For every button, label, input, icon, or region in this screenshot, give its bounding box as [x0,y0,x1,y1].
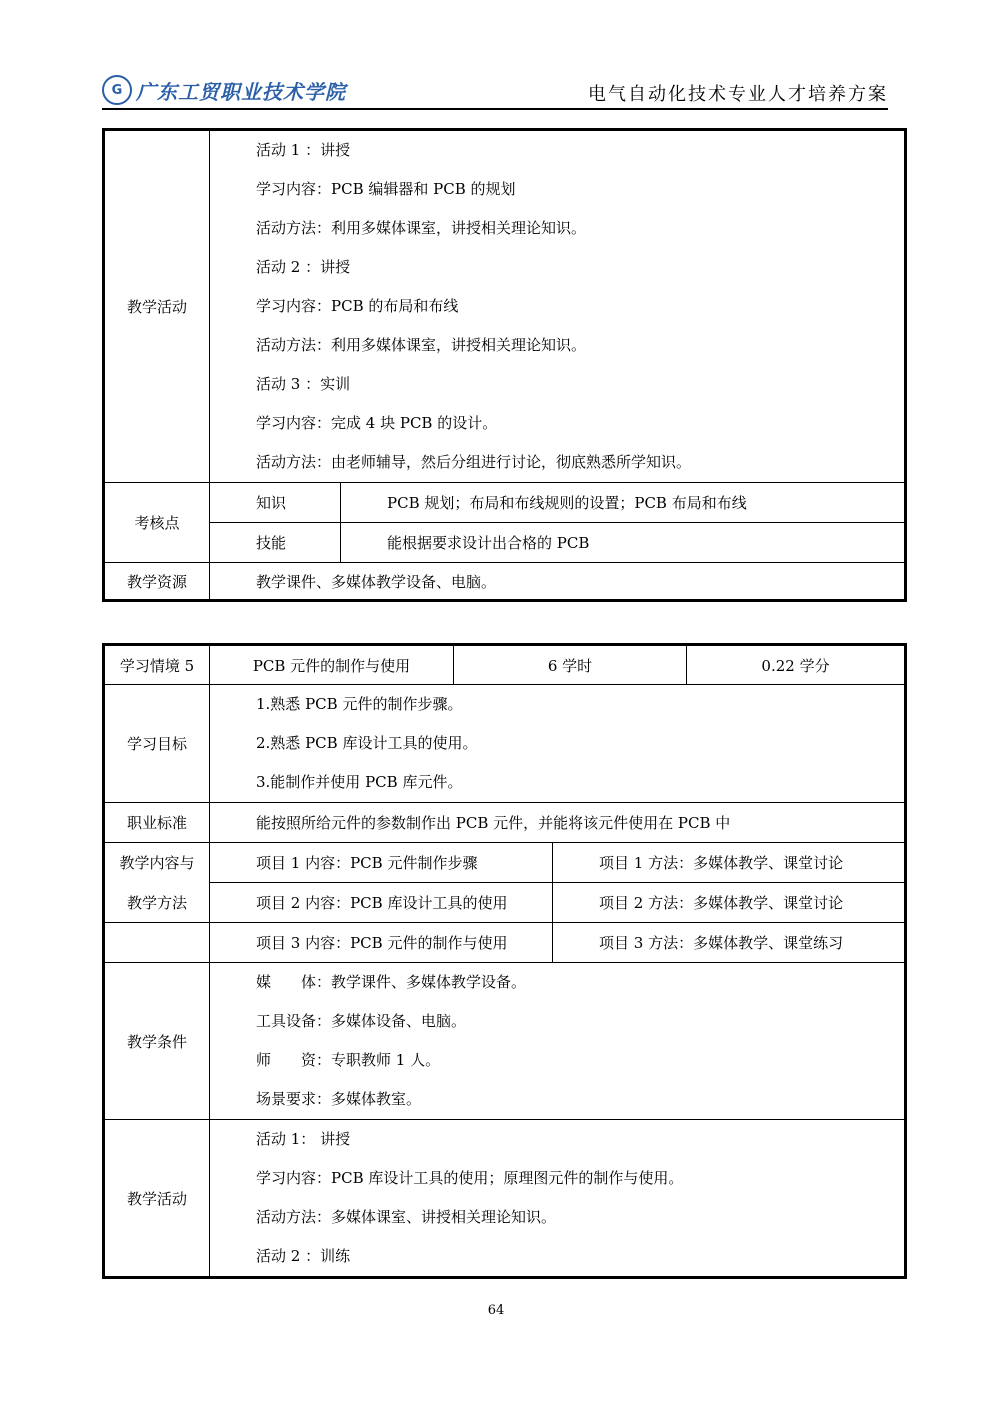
item-content: 项目 1 内容：PCB 元件制作步骤 [210,843,553,883]
list-item: 活动方法：利用多媒体课室，讲授相关理论知识。 [256,336,587,354]
table-row [104,645,906,685]
list-item: 师 资：专职教师 1 人。 [256,1051,441,1069]
list-item: 活动 2 ：训练 [256,1247,351,1265]
list-item: 工具设备：多媒体设备、电脑。 [256,1012,467,1030]
list-item: 学习内容：PCB 的布局和布线 [256,297,459,315]
list-item: 活动 2 ：讲授 [256,258,351,276]
credits: 0.22 学分 [687,645,906,685]
list-item: 活动方法：利用多媒体课室，讲授相关理论知识。 [256,219,587,237]
item-content: 项目 2 内容：PCB 库设计工具的使用 [210,883,553,923]
knowledge-value: PCB 规划；布局和布线规则的设置；PCB 布局和布线 [341,483,906,523]
row-label: 学习目标 [104,685,210,803]
list-item: 媒 体：教学课件、多媒体教学设备。 [256,973,527,991]
standard-value: 能按照所给元件的参数制作出 PCB 元件，并能将该元件使用在 PCB 中 [210,803,906,843]
table-row [104,523,906,563]
header-rule [102,108,888,110]
list-item: 活动 1 ：讲授 [256,141,351,159]
table-row [104,1120,906,1278]
course-table-continued [102,128,907,602]
activity-list [210,1120,906,1278]
activity-list [210,130,906,483]
row-label: 考核点 [104,483,210,563]
list-item: 学习内容：PCB 编辑器和 PCB 的规划 [256,180,516,198]
school-name: 广东工贸职业技术学院 [136,79,346,104]
learning-situation-table [102,643,907,1279]
resource-value: 教学课件、多媒体教学设备、电脑。 [210,563,906,601]
page-number: 64 [487,1303,505,1318]
row-label: 教学活动 [104,1120,210,1278]
table-row [104,483,906,523]
row-label: 职业标准 [104,803,210,843]
skill-value: 能根据要求设计出合格的 PCB [341,523,906,563]
item-content: 项目 3 内容：PCB 元件的制作与使用 [210,923,553,963]
row-label: 教学方法 [104,883,210,923]
page-header [102,72,888,108]
list-item: 活动方法：由老师辅导，然后分组进行讨论，彻底熟悉所学知识。 [256,453,692,471]
empty-cell [104,923,210,963]
table-row [104,883,906,923]
table-row [104,923,906,963]
table-row [104,563,906,601]
row-label: 教学条件 [104,963,210,1120]
row-label: 教学活动 [104,130,210,483]
item-method: 项目 1 方法：多媒体教学、课堂讨论 [553,843,906,883]
knowledge-label: 知识 [210,483,341,523]
situation-label: 学习情境 5 [104,645,210,685]
table-row [104,843,906,883]
table-row [104,963,906,1120]
item-method: 项目 3 方法：多媒体教学、课堂练习 [553,923,906,963]
table-row [104,130,906,483]
school-logo [102,74,346,106]
item-method: 项目 2 方法：多媒体教学、课堂讨论 [553,883,906,923]
list-item: 活动方法：多媒体课室、讲授相关理论知识。 [256,1208,557,1226]
document-title: 电气自动化技术专业人才培养方案 [588,84,888,105]
goal-list [210,685,906,803]
condition-list [210,963,906,1120]
table-row [104,685,906,803]
list-item: 场景要求：多媒体教室。 [256,1090,422,1108]
list-item: 学习内容：完成 4 块 PCB 的设计。 [256,414,498,432]
hours: 6 学时 [454,645,687,685]
list-item: 1.熟悉 PCB 元件的制作步骤。 [256,695,463,713]
list-item: 3.能制作并使用 PCB 库元件。 [256,773,463,791]
list-item: 2.熟悉 PCB 库设计工具的使用。 [256,734,478,752]
skill-label: 技能 [210,523,341,563]
list-item: 活动 1： 讲授 [256,1130,351,1148]
situation-name: PCB 元件的制作与使用 [210,645,454,685]
table-row [104,803,906,843]
row-label: 教学资源 [104,563,210,601]
list-item: 学习内容：PCB 库设计工具的使用；原理图元件的制作与使用。 [256,1169,684,1187]
school-seal-icon: G [102,75,132,105]
row-label: 教学内容与 [104,843,210,883]
list-item: 活动 3 ：实训 [256,375,351,393]
